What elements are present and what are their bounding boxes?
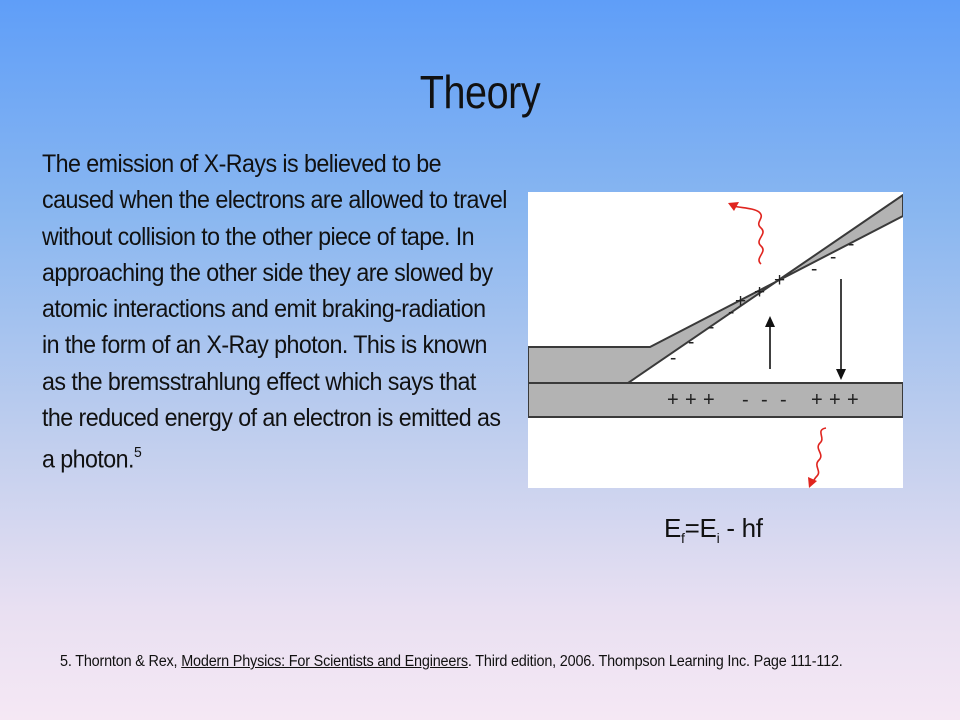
equation-ei-sub: i: [716, 530, 720, 547]
footnote-prefix: 5. Thornton & Rex,: [60, 653, 182, 670]
xray-photon-lower: [812, 428, 826, 484]
body-paragraph-text: The emission of X-Rays is believed to be caused when the electrons are allowed to travel without collision to the other piece of tape. In approaching the other side they are slowed by atomic interactions and emit braking-radiation in the form of an X-Ray photon. This is known as the bremsstrahlung effect which says that the reduced energy of an electron is emitted as a photon.: [42, 150, 507, 474]
equation-equals: =: [684, 513, 700, 543]
upper-charge: -: [811, 259, 818, 280]
upper-charge: -: [848, 234, 855, 255]
lower-charge: -: [761, 389, 768, 411]
equation-rest: - hf: [719, 513, 763, 543]
lower-charge: -: [780, 389, 787, 411]
lower-charge: +: [829, 389, 841, 411]
energy-equation: [664, 513, 763, 546]
equation-ef-sub: f: [681, 530, 685, 547]
down-arrowhead-icon: [836, 369, 846, 380]
equation-ef: E: [664, 513, 682, 543]
upper-charge: -: [688, 332, 695, 353]
lower-charge: +: [811, 389, 823, 411]
upper-charge: -: [728, 302, 735, 323]
footnote-book-title: Modern Physics: For Scientists and Engineers: [181, 653, 468, 670]
lower-charge: +: [847, 389, 859, 411]
footnote-suffix: . Third edition, 2006. Thompson Learning Inc. Page 111-112.: [467, 653, 843, 670]
electron-transfer-arrows: [765, 279, 846, 380]
xray-tape-diagram: [528, 192, 903, 488]
lower-charge: +: [685, 389, 697, 411]
reference-superscript: 5: [133, 444, 142, 462]
xray-photon-upper: [733, 206, 763, 264]
lower-charge: +: [667, 389, 679, 411]
upper-charge: -: [830, 247, 837, 268]
up-arrowhead-icon: [765, 316, 775, 327]
body-paragraph: [42, 146, 507, 478]
upper-tape: [528, 195, 903, 383]
upper-charge: +: [774, 270, 786, 291]
upper-charge: -: [670, 348, 677, 369]
upper-charge: +: [754, 282, 766, 303]
upper-charge: -: [708, 317, 715, 338]
lower-charge: -: [742, 389, 749, 411]
slide-title: Theory: [419, 66, 541, 118]
footnote-citation: [60, 650, 860, 673]
lower-charge: +: [703, 389, 715, 411]
equation-ei: E: [699, 513, 717, 543]
upper-charge: +: [735, 291, 747, 312]
